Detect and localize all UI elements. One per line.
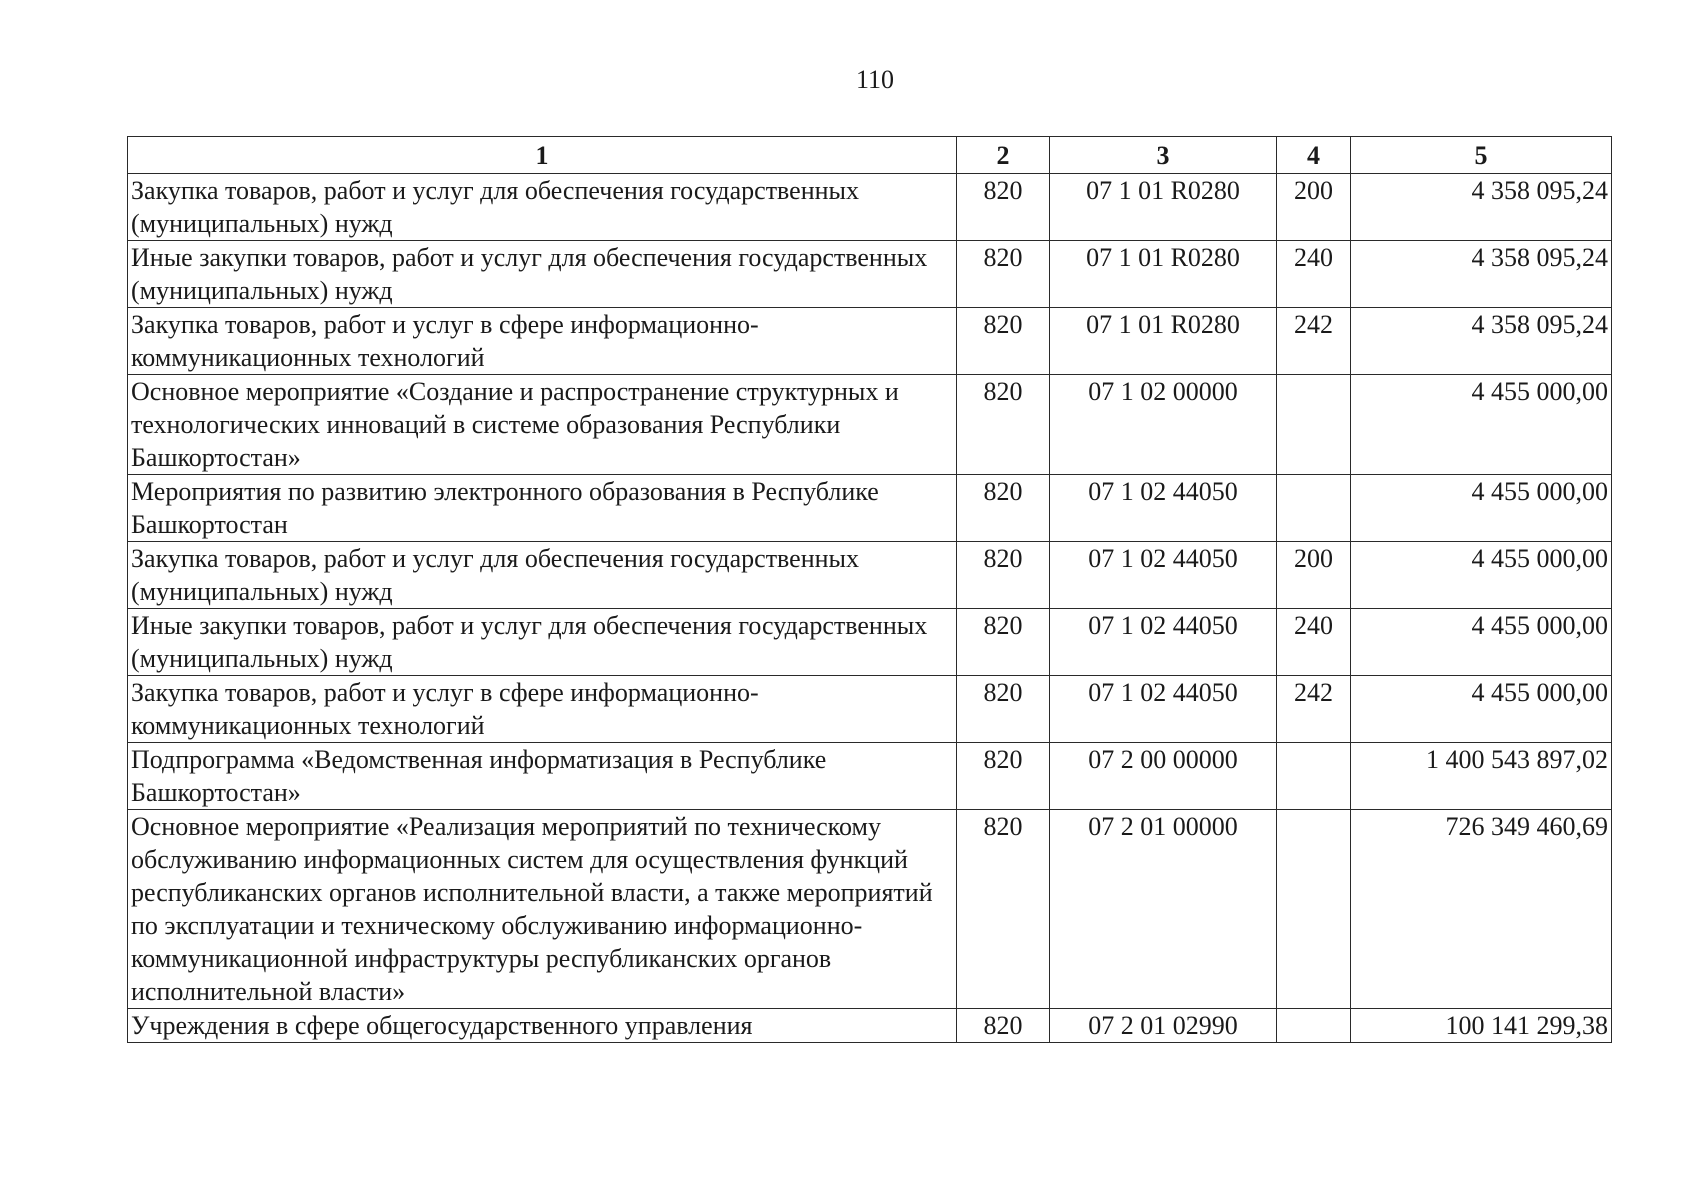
column-header-1: 1 [128,137,957,174]
row-ministry-code-cell: 820 [957,609,1050,676]
row-target-article-cell: 07 1 02 44050 [1050,542,1277,609]
row-name-cell: Иные закупки товаров, работ и услуг для обеспечения государственных (муниципальных) нужд [128,241,957,308]
row-name-cell: Закупка товаров, работ и услуг в сфере информационно-коммуникационных технологий [128,676,957,743]
column-header-3: 3 [1050,137,1277,174]
table-row [128,676,1612,743]
column-header-4: 4 [1277,137,1351,174]
row-expense-type-cell: 240 [1277,241,1351,308]
row-ministry-code-cell: 820 [957,375,1050,475]
row-amount-cell: 4 455 000,00 [1351,676,1612,743]
row-target-article-cell: 07 1 01 R0280 [1050,308,1277,375]
table-row [128,375,1612,475]
row-name-cell: Иные закупки товаров, работ и услуг для обеспечения государственных (муниципальных) нужд [128,609,957,676]
row-target-article-cell: 07 1 01 R0280 [1050,241,1277,308]
row-expense-type-cell: 200 [1277,174,1351,241]
row-amount-cell: 4 455 000,00 [1351,542,1612,609]
row-ministry-code-cell: 820 [957,174,1050,241]
row-ministry-code-cell: 820 [957,810,1050,1009]
row-ministry-code-cell: 820 [957,743,1050,810]
row-name-cell: Закупка товаров, работ и услуг в сфере информационно-коммуникационных технологий [128,308,957,375]
row-target-article-cell: 07 1 01 R0280 [1050,174,1277,241]
row-ministry-code-cell: 820 [957,676,1050,743]
row-expense-type-cell: 242 [1277,308,1351,375]
row-amount-cell: 1 400 543 897,02 [1351,743,1612,810]
budget-table [127,136,1612,1043]
table-row [128,308,1612,375]
row-ministry-code-cell: 820 [957,542,1050,609]
column-header-5: 5 [1351,137,1612,174]
table-row [128,810,1612,1009]
table-row [128,743,1612,810]
row-amount-cell: 726 349 460,69 [1351,810,1612,1009]
row-expense-type-cell: 200 [1277,542,1351,609]
table-row [128,1009,1612,1043]
row-amount-cell: 4 358 095,24 [1351,241,1612,308]
row-amount-cell: 4 455 000,00 [1351,375,1612,475]
row-name-cell: Основное мероприятие «Создание и распространение структурных и технологических инноваций в системе образования Республики Башкортостан» [128,375,957,475]
table-row [128,542,1612,609]
page-number: 110 [855,65,895,94]
row-expense-type-cell: 242 [1277,676,1351,743]
row-ministry-code-cell: 820 [957,241,1050,308]
table-row [128,174,1612,241]
row-target-article-cell: 07 2 00 00000 [1050,743,1277,810]
row-expense-type-cell [1277,475,1351,542]
row-target-article-cell: 07 1 02 00000 [1050,375,1277,475]
row-name-cell: Учреждения в сфере общегосударственного управления [128,1009,957,1043]
row-amount-cell: 4 455 000,00 [1351,475,1612,542]
column-header-2: 2 [957,137,1050,174]
table-row [128,609,1612,676]
row-name-cell: Мероприятия по развитию электронного образования в Республике Башкортостан [128,475,957,542]
row-target-article-cell: 07 1 02 44050 [1050,475,1277,542]
table-row [128,475,1612,542]
row-target-article-cell: 07 2 01 00000 [1050,810,1277,1009]
row-target-article-cell: 07 1 02 44050 [1050,609,1277,676]
row-ministry-code-cell: 820 [957,308,1050,375]
row-expense-type-cell [1277,375,1351,475]
row-amount-cell: 4 358 095,24 [1351,308,1612,375]
row-ministry-code-cell: 820 [957,1009,1050,1043]
row-expense-type-cell [1277,1009,1351,1043]
row-name-cell: Подпрограмма «Ведомственная информатизация в Республике Башкортостан» [128,743,957,810]
row-name-cell: Закупка товаров, работ и услуг для обеспечения государственных (муниципальных) нужд [128,174,957,241]
row-expense-type-cell [1277,743,1351,810]
table-row [128,241,1612,308]
row-name-cell: Основное мероприятие «Реализация мероприятий по техническому обслуживанию информационных систем для осуществления функций республиканских органов исполнительной власти, а также мероприятий по эксплуатации и техническому обслуживанию информационно-коммуникационной инфраструктуры республиканских органов исполнительной власти» [128,810,957,1009]
row-name-cell: Закупка товаров, работ и услуг для обеспечения государственных (муниципальных) нужд [128,542,957,609]
row-ministry-code-cell: 820 [957,475,1050,542]
row-expense-type-cell: 240 [1277,609,1351,676]
row-expense-type-cell [1277,810,1351,1009]
row-target-article-cell: 07 2 01 02990 [1050,1009,1277,1043]
row-amount-cell: 4 358 095,24 [1351,174,1612,241]
table-header-row [128,137,1612,174]
row-target-article-cell: 07 1 02 44050 [1050,676,1277,743]
row-amount-cell: 4 455 000,00 [1351,609,1612,676]
row-amount-cell: 100 141 299,38 [1351,1009,1612,1043]
table-body [128,174,1612,1043]
